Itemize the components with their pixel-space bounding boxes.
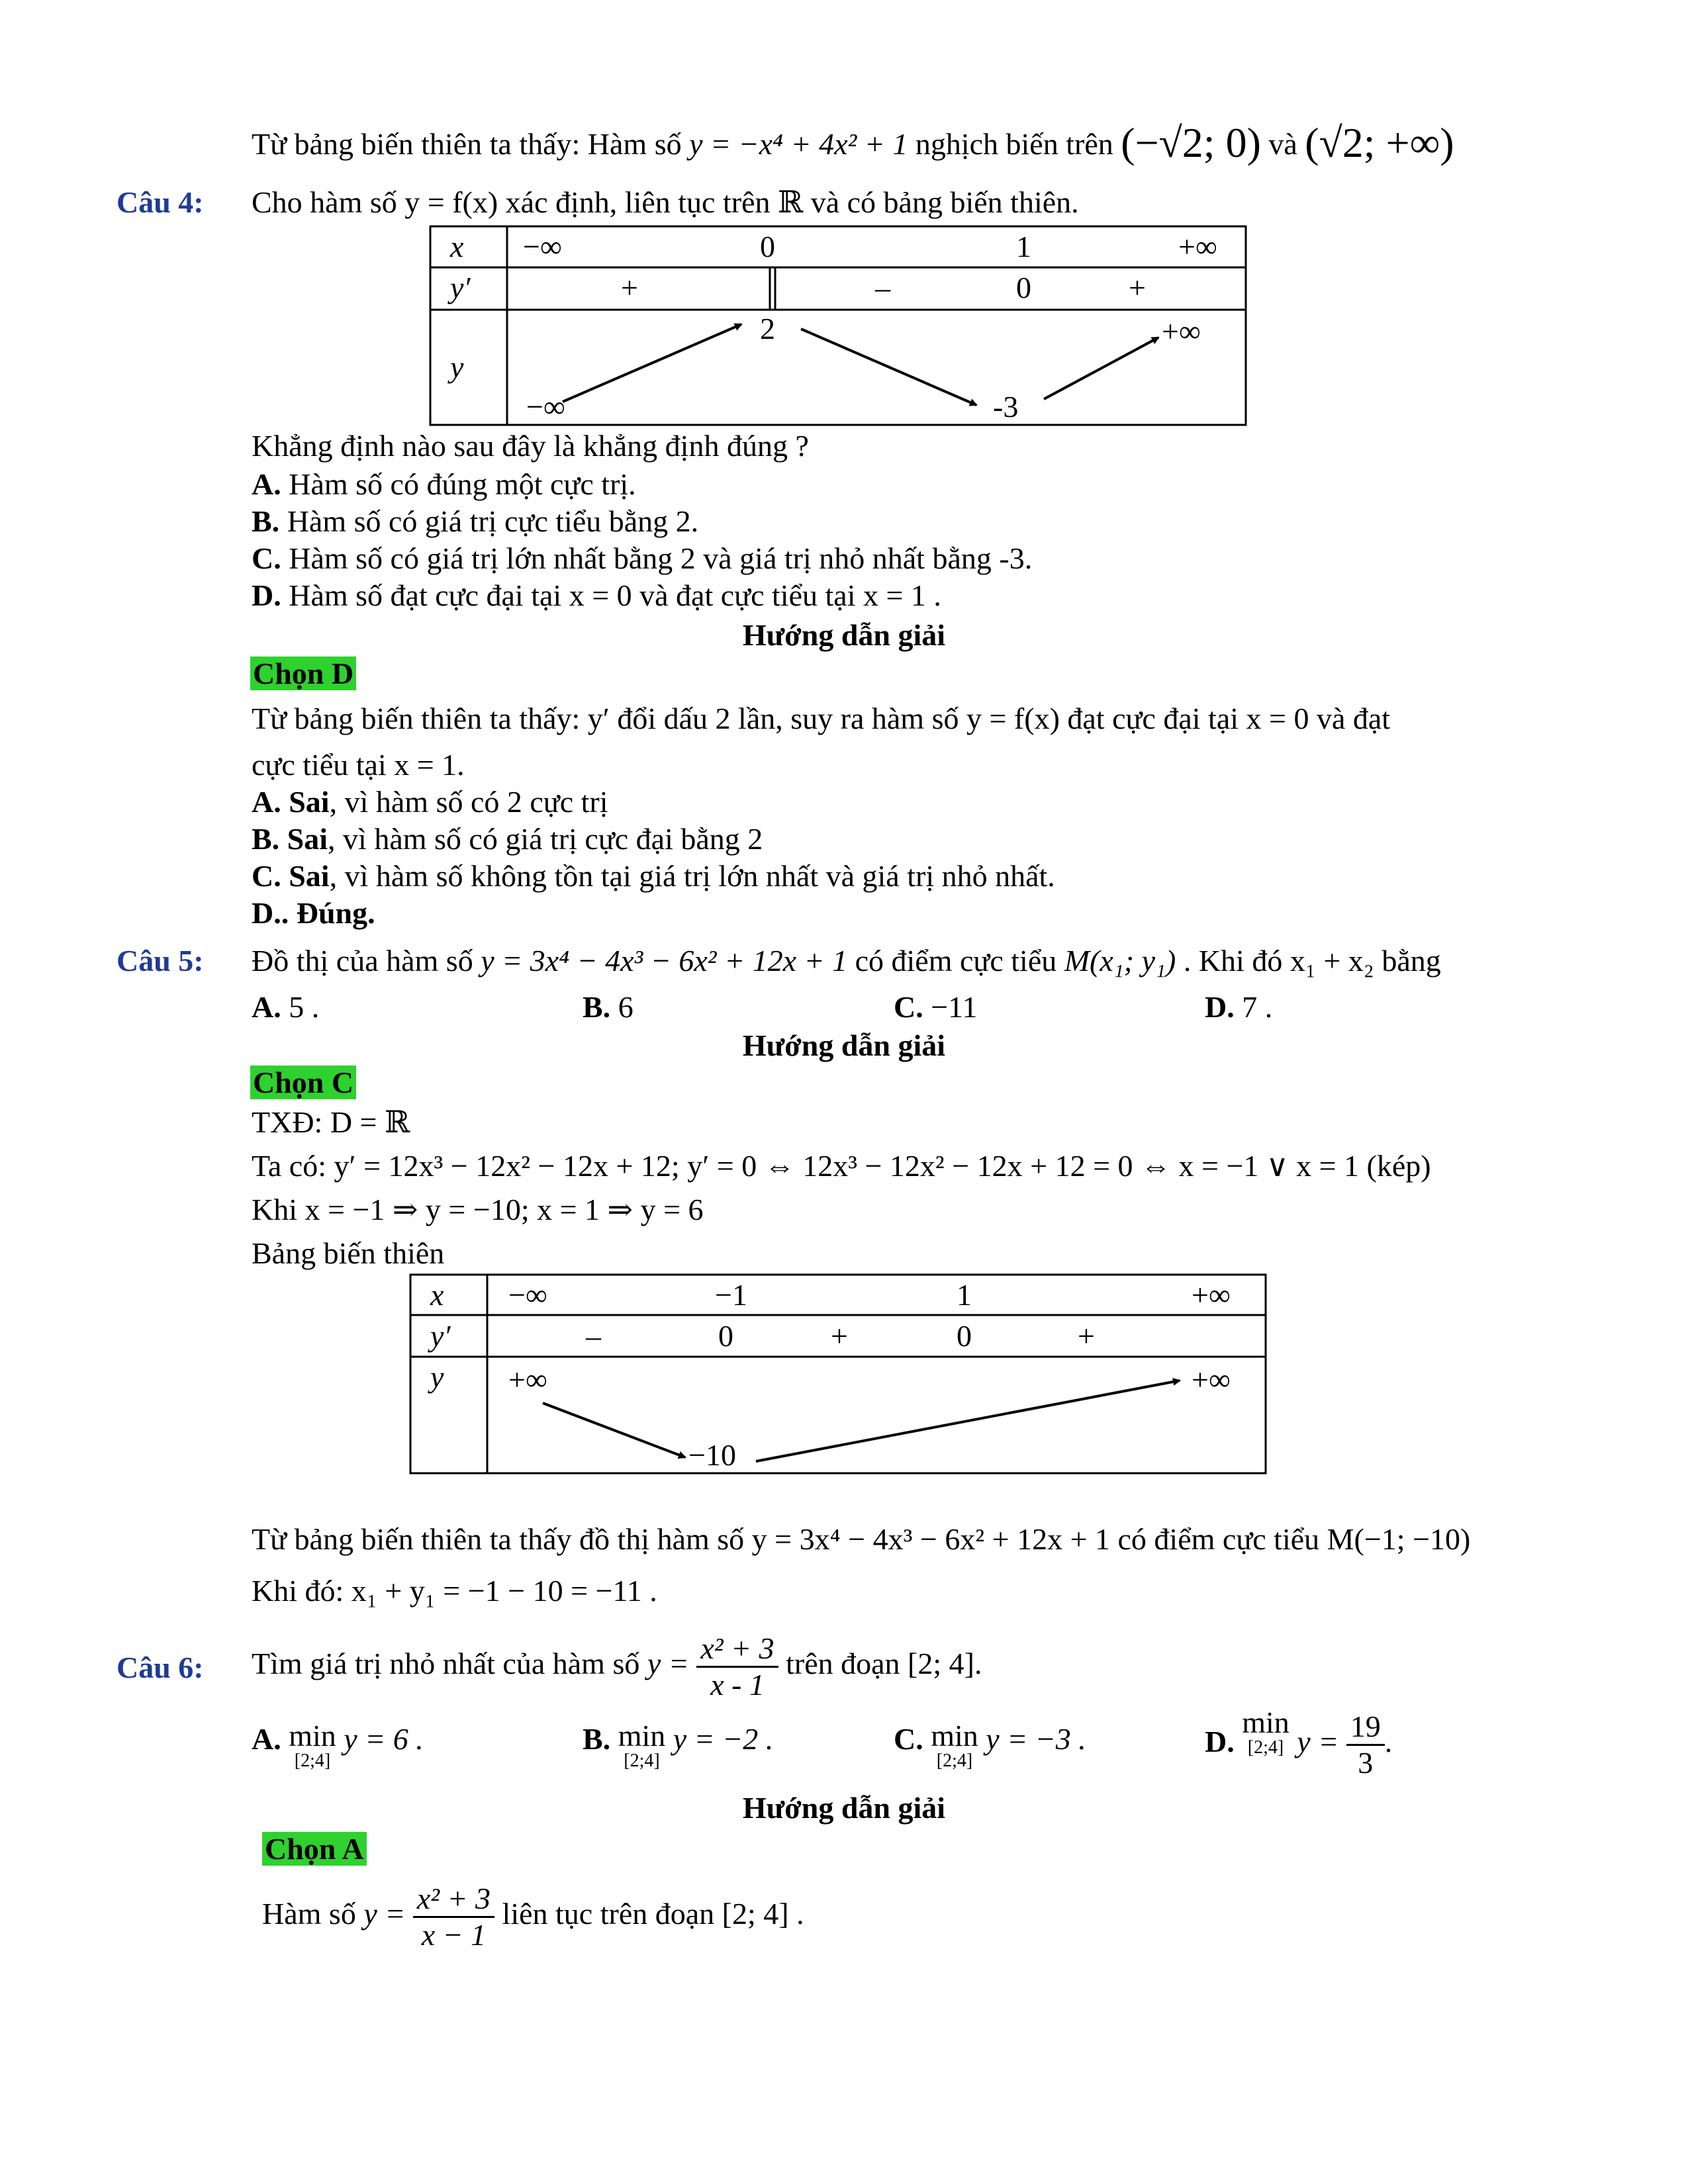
q5-y-3: +∞ xyxy=(1192,1363,1231,1396)
q4-y-1: −∞ xyxy=(526,390,565,424)
q5-stem: Đồ thị của hàm số y = 3x⁴ − 4x³ − 6x² + 12x + 1 có điểm cực tiểu M(x₁; y₁) . Khi đó x₁ + x₂ bằng xyxy=(252,944,1441,978)
q4-sign-1: + xyxy=(621,271,638,304)
q4-x-3: 1 xyxy=(1016,230,1031,263)
q4-x-1: −∞ xyxy=(523,230,562,263)
q4-option-a: A. Hàm số có đúng một cực trị. xyxy=(252,467,636,501)
q5-option-c: C. −11 xyxy=(894,990,978,1024)
intro-interval-1: (−√2; 0) xyxy=(1121,119,1261,166)
q5-arrow-down xyxy=(543,1403,685,1457)
q4-solution-2: cực tiểu tại x = 1. xyxy=(252,748,465,782)
q5-x-2: −1 xyxy=(715,1278,747,1312)
q4-option-c: C. Hàm số có giá trị lớn nhất bằng 2 và giá trị nhỏ nhất bằng -3. xyxy=(252,541,1033,575)
q5-option-b: B. 6 xyxy=(583,990,633,1024)
q4-y-3: -3 xyxy=(993,390,1019,424)
q6-solution: Hàm số y = $\frac{\text{x² + 3}}{x - 1}$ liên tục trên đoạn [2; 4] . xyxy=(262,1881,804,1952)
q4-sign-3: 0 xyxy=(1016,271,1031,304)
intro-formula: y = −x⁴ + 4x² + 1 xyxy=(689,127,908,161)
q6-option-c: C. min [2;4] y = −3 . xyxy=(894,1719,1086,1771)
q6-option-b: B. min [2;4] y = −2 . xyxy=(583,1719,774,1771)
q5-row-x: x xyxy=(430,1278,444,1312)
intro-and: và xyxy=(1268,127,1297,161)
q5-option-d: D. 7 . xyxy=(1205,990,1273,1024)
q4-option-d: D. Hàm số đạt cực đại tại x = 0 và đạt cực tiểu tại x = 1 . xyxy=(252,578,941,612)
q4-choice: Chọn D xyxy=(250,655,356,692)
intro-text-mid: nghịch biến trên xyxy=(915,127,1113,161)
q4-stem: Cho hàm số y = f(x) xác định, liên tục trên ℝ và có bảng biến thiên. xyxy=(252,185,1079,219)
q6-stem: Tìm giá trị nhỏ nhất của hàm số y = $\frac{\text{x² + 3}}{x - 1}$ trên đoạn [2; 4]. xyxy=(252,1631,982,1702)
q5-y-1: +∞ xyxy=(508,1363,547,1396)
q5-choice: Chọn C xyxy=(250,1064,356,1101)
q6-label: Câu 6: xyxy=(117,1651,204,1684)
q4-label: Câu 4: xyxy=(117,185,204,219)
q6-optd-fraction: $\frac{19}{3}$ xyxy=(1346,1709,1385,1780)
q4-verdict-c: C. Sai, vì hàm số không tồn tại giá trị lớn nhất và giá trị nhỏ nhất. xyxy=(252,859,1055,893)
q6-option-a: A. min [2;4] y = 6 . xyxy=(252,1719,424,1771)
q4-row-y: y xyxy=(450,350,464,384)
q4-question: Khẳng định nào sau đây là khẳng định đúng ? xyxy=(252,429,809,463)
q5-conclusion: Từ bảng biến thiên ta thấy đồ thị hàm số y = 3x⁴ − 4x³ − 6x² + 12x + 1 có điểm cực tiểu M(−1; −10) xyxy=(252,1522,1471,1556)
q5-guide-title: Hướng dẫn giải xyxy=(742,1028,946,1062)
intro-text: Từ bảng biến thiên ta thấy: Hàm số xyxy=(252,127,682,161)
q5-row-yprime: y′ xyxy=(430,1319,451,1353)
intro-interval-2: (√2; +∞) xyxy=(1305,119,1454,166)
q4-y-4: +∞ xyxy=(1162,314,1201,348)
q6-guide-title: Hướng dẫn giải xyxy=(742,1791,946,1825)
q5-sign-4: 0 xyxy=(957,1319,972,1353)
q4-sign-2: – xyxy=(875,271,890,304)
q4-guide-title: Hướng dẫn giải xyxy=(742,618,946,652)
q4-verdict-d: D.. Đúng. xyxy=(252,896,375,930)
q4-row-yprime: y′ xyxy=(450,271,471,304)
q4-y-2: 2 xyxy=(760,312,775,345)
q5-x-3: 1 xyxy=(957,1278,972,1312)
q5-arrow-up xyxy=(756,1381,1180,1461)
q6-choice: Chọn A xyxy=(262,1831,367,1868)
q4-x-2: 0 xyxy=(760,230,775,263)
q4-x-4: +∞ xyxy=(1178,230,1217,263)
q4-solution-1: Từ bảng biến thiên ta thấy: y′ đổi dấu 2 lần, suy ra hàm số y = f(x) đạt cực đại tại x = 0 và đạt xyxy=(252,702,1391,735)
q5-sign-2: 0 xyxy=(718,1319,733,1353)
q4-sign-4: + xyxy=(1129,271,1146,304)
q4-verdict-b: B. Sai, vì hàm số có giá trị cực đại bằng 2 xyxy=(252,822,763,856)
q5-x-1: −∞ xyxy=(508,1278,547,1312)
q5-derivative: Ta có: y′ = 12x³ − 12x² − 12x + 12; y′ = 0 ⇔ 12x³ − 12x² − 12x + 12 = 0 ⇔ x = −1 ∨ x = 1 (kép) xyxy=(252,1149,1431,1183)
q5-table-title: Bảng biến thiên xyxy=(252,1236,445,1270)
q5-label: Câu 5: xyxy=(117,944,204,978)
q4-row-x: x xyxy=(450,230,464,263)
q5-final: Khi đó: x₁ + y₁ = −1 − 10 = −11 . xyxy=(252,1574,657,1608)
q5-sign-3: + xyxy=(831,1319,848,1353)
q5-sign-1: – xyxy=(586,1319,601,1353)
q5-row-y: y xyxy=(430,1360,444,1394)
q5-y-2: −10 xyxy=(688,1438,736,1472)
q5-txd: TXĐ: D = ℝ xyxy=(252,1105,410,1139)
q4-verdict-a: A. Sai, vì hàm số có 2 cực trị xyxy=(252,785,608,819)
q5-sign-5: + xyxy=(1078,1319,1095,1353)
q5-x-4: +∞ xyxy=(1192,1278,1231,1312)
q6-fraction: $\frac{\text{x² + 3}}{x - 1}$ xyxy=(696,1631,778,1702)
q5-khi: Khi x = −1 ⇒ y = −10; x = 1 ⇒ y = 6 xyxy=(252,1193,704,1226)
q4-option-b: B. Hàm số có giá trị cực tiểu bằng 2. xyxy=(252,504,699,538)
q6-option-d: D. min [2;4] y = $\frac{19}{3}$ . xyxy=(1205,1706,1393,1780)
q5-option-a: A. 5 . xyxy=(252,990,320,1024)
